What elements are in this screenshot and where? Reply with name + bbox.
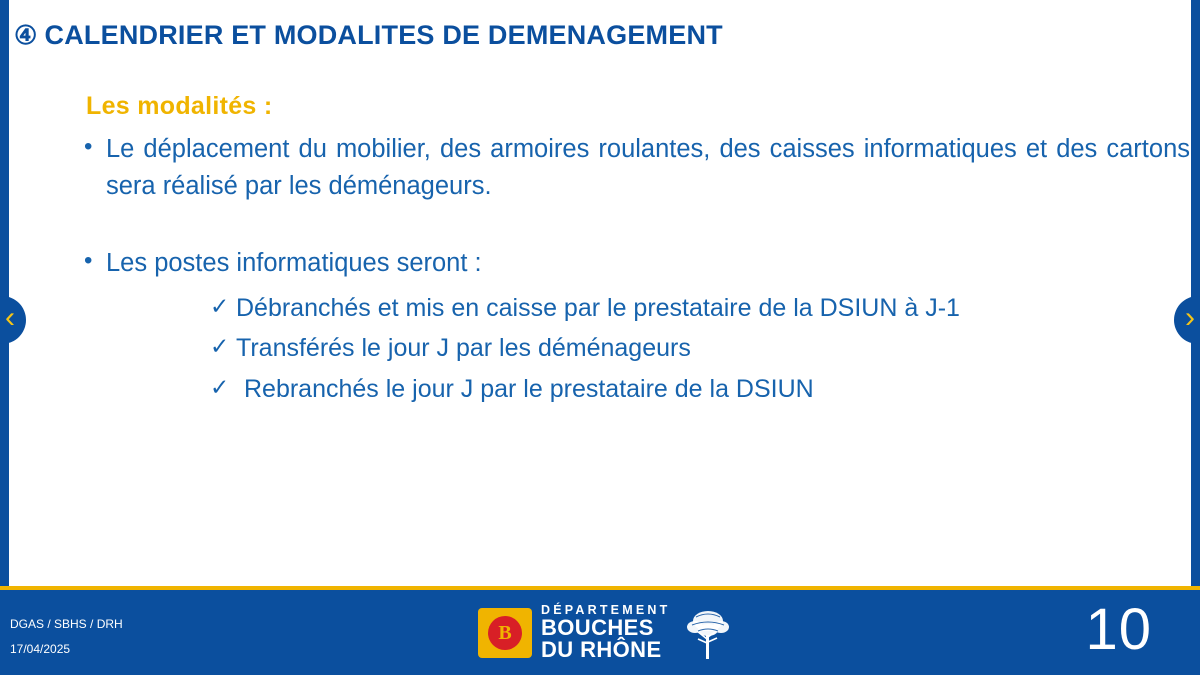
- logo-line-departement: DÉPARTEMENT: [541, 603, 671, 618]
- logo-line-bouches: BOUCHES: [541, 614, 654, 640]
- chevron-left-icon: ‹: [5, 301, 15, 334]
- logo-line-durhone: DU RHÔNE: [541, 637, 662, 663]
- footer-organization: DGAS / SBHS / DRH: [10, 617, 123, 631]
- department-logo: [478, 604, 734, 662]
- chevron-right-icon: ›: [1185, 301, 1195, 334]
- footer-meta: [10, 612, 123, 662]
- logo-badge-letter: B: [488, 616, 522, 650]
- footer-date: 17/04/2025: [10, 642, 71, 657]
- olive-tree-icon: [682, 605, 734, 661]
- list-item: ✓ Débranchés et mis en caisse par le prestataire de la DSIUN à J-1: [210, 288, 1190, 329]
- list-item: ✓ Rebranchés le jour J par le prestataire de la DSIUN: [210, 369, 1190, 410]
- logo-wordmark: [541, 604, 670, 662]
- list-item: • Les postes informatiques seront :: [80, 245, 1190, 282]
- slide-body: [0, 92, 1200, 409]
- slide-footer: [0, 590, 1200, 675]
- list-item: • Le déplacement du mobilier, des armoires roulantes, des caisses informatiques et des cartons sera réalisé par les déménageurs.: [80, 131, 1190, 205]
- checklist: [80, 288, 1190, 410]
- logo-badge-icon: [478, 608, 532, 658]
- title-text: CALENDRIER ET MODALITES DE DEMENAGEMENT: [44, 20, 723, 50]
- list-item: ✓ Transférés le jour J par les déménageurs: [210, 328, 1190, 369]
- spacer: [80, 205, 1190, 245]
- title-number-marker: ④: [14, 20, 38, 50]
- bullet-list: [0, 131, 1200, 409]
- page-number: 10: [1085, 597, 1152, 662]
- section-subtitle: Les modalités :: [86, 92, 273, 120]
- page-title: [14, 20, 723, 51]
